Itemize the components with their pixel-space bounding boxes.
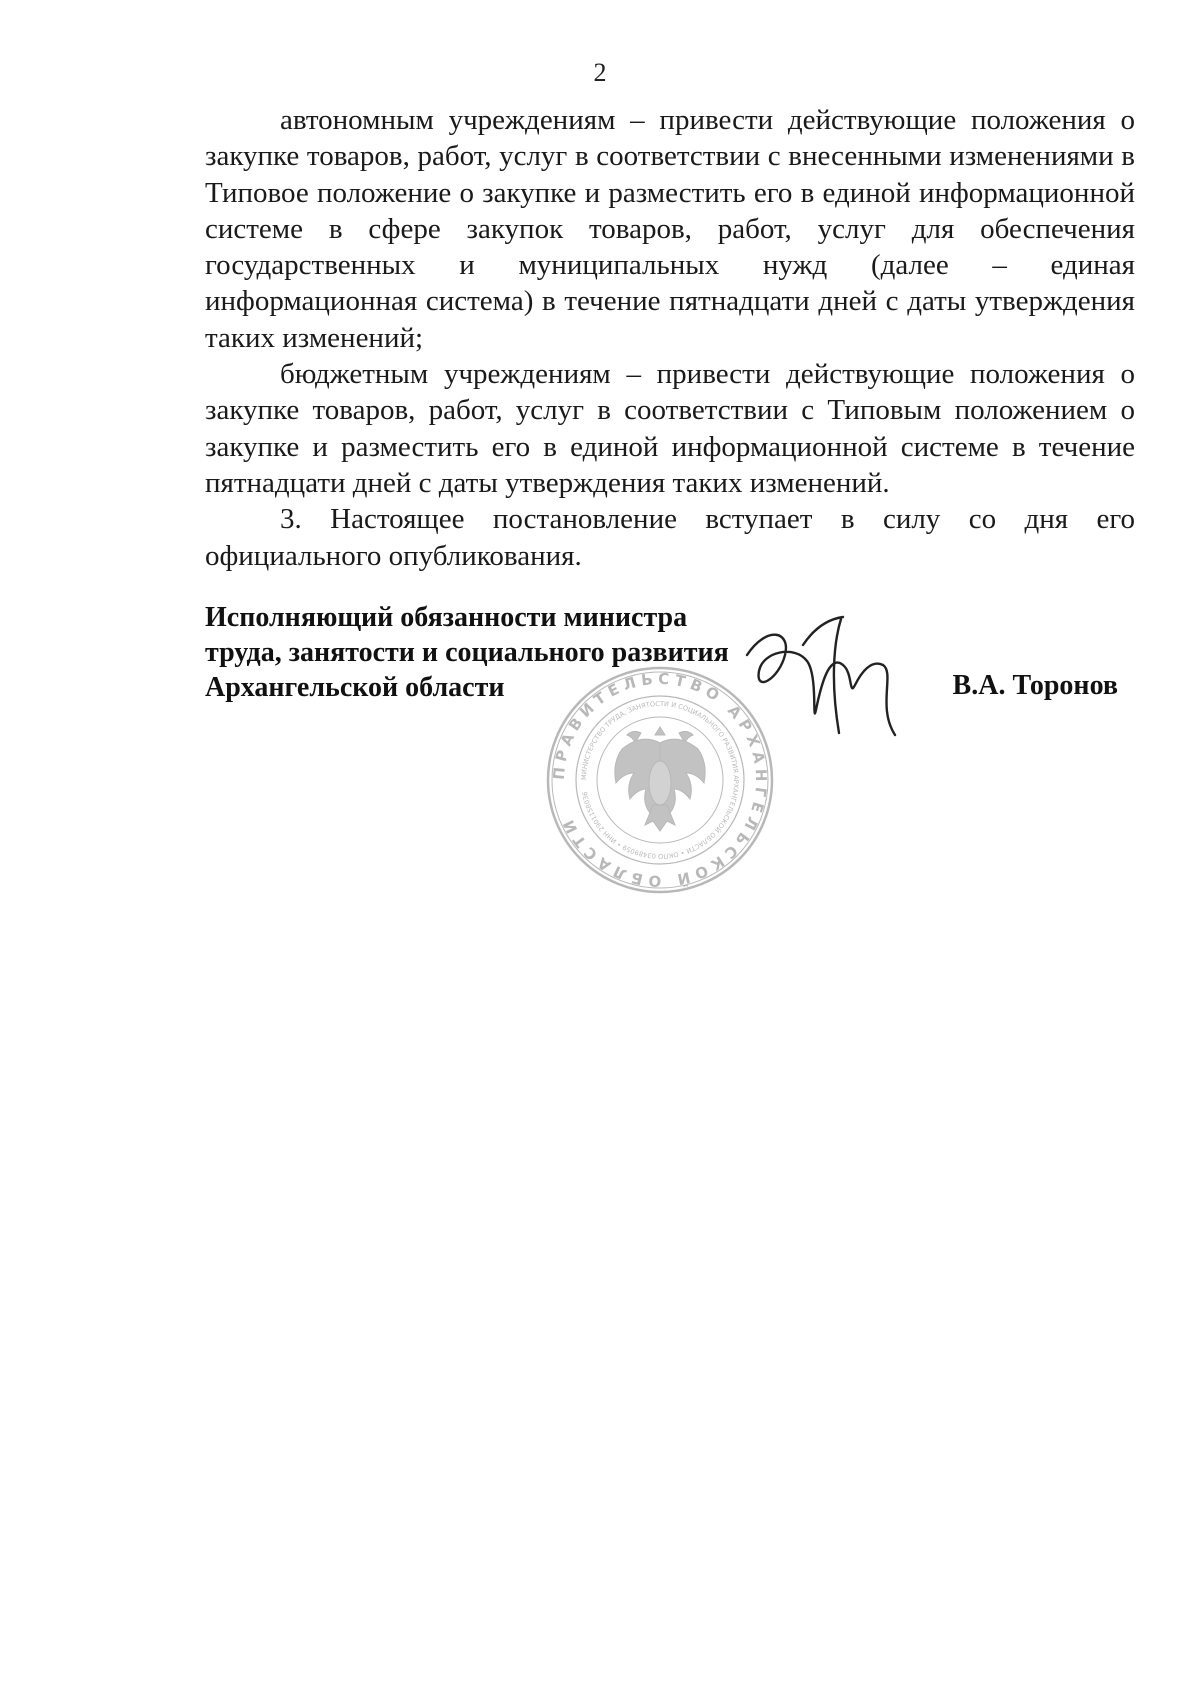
paragraph-autonomous-institutions: автономным учреждениям – привести действующие положения о закупке товаров, работ, услуг в соответствии с внесенными изменениями в Типовое положение о закупке и разместить его в единой информационной системе в сфере закупок товаров, работ, услуг для обеспечения государственных и муниципальных нужд (далее – единая информационная система) в течение пятнадцати дней с даты утверждения таких изменений; bbox=[205, 104, 1135, 354]
signatory-position-line: труда, занятости и социального развития bbox=[205, 637, 729, 668]
official-seal bbox=[545, 665, 775, 895]
page-number: 2 bbox=[593, 58, 607, 87]
signatory-position-line: Архангельской области bbox=[205, 672, 505, 703]
paragraph-budget-institutions: бюджетным учреждениям – привести действующие положения о закупке товаров, работ, услуг в соответствии с Типовым положением о закупке и разместить его в единой информационной системе в течение пятнадцати дней с даты утверждения таких изменений. bbox=[205, 358, 1135, 499]
seal-outer-text: ПРАВИТЕЛЬСТВО АРХАНГЕЛЬСКОЙ ОБЛАСТИ bbox=[549, 669, 771, 891]
signatory-position-line: Исполняющий обязанности министра bbox=[205, 602, 688, 633]
document-body bbox=[205, 102, 1135, 574]
handwritten-signature-icon bbox=[745, 615, 905, 780]
paragraph-entry-into-force: 3. Настоящее постановление вступает в силу со дня его официального опубликования. bbox=[205, 503, 1135, 572]
seal-inner-text: МИНИСТЕРСТВО ТРУДА, ЗАНЯТОСТИ И СОЦИАЛЬНОГО РАЗВИТИЯ АРХАНГЕЛЬСКОЙ ОБЛАСТИ • ОКПО 03489059 • ИНН 2901158036 bbox=[579, 699, 741, 861]
double-headed-eagle-icon bbox=[615, 727, 705, 831]
signatory-name: В.А. Торонов bbox=[952, 670, 1118, 701]
